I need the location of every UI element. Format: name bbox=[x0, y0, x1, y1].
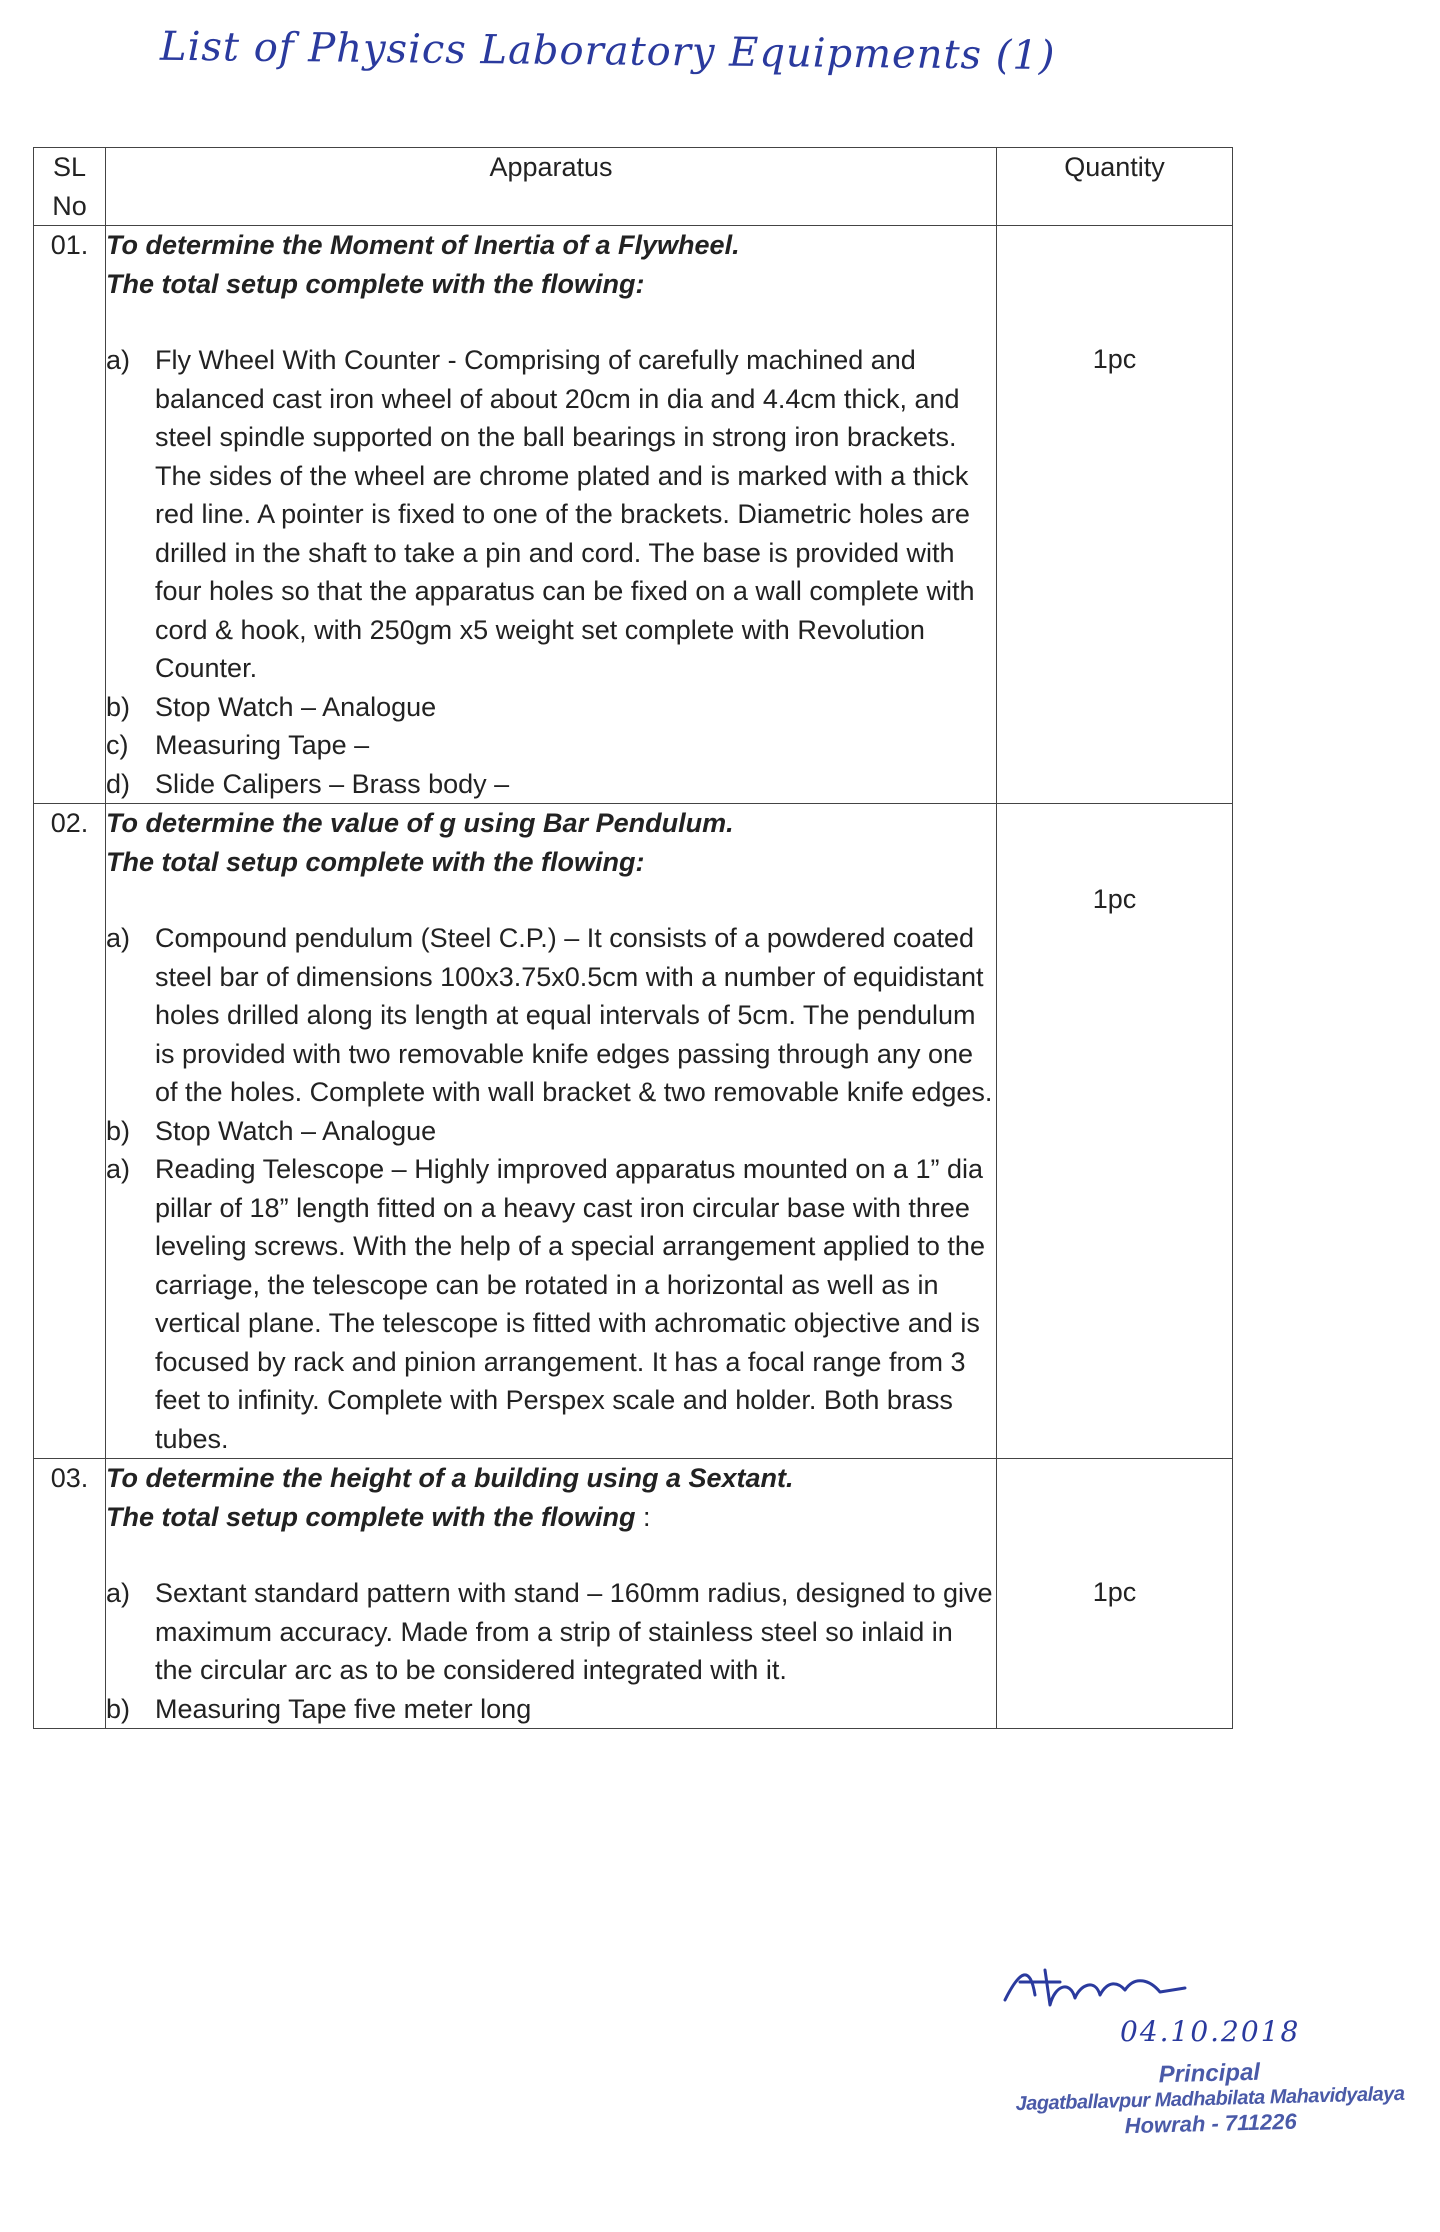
row-sl-number: 02. bbox=[34, 804, 106, 1459]
list-item-text: Slide Calipers – Brass body – bbox=[155, 768, 510, 799]
header-apparatus: Apparatus bbox=[106, 148, 997, 226]
quantity-cell bbox=[997, 1459, 1233, 1729]
quantity-cell bbox=[997, 226, 1233, 804]
list-marker: a) bbox=[106, 1154, 131, 1184]
list-item-text: Reading Telescope – Highly improved apparatus mounted on a 1” dia pillar of 18” length fitted on a heavy cast iron circular base with three leveling screws. With the help of a special arrangement applied to the carriage, the telescope can be rotated in a horizontal as well as in vertical plane. The telescope is fitted with achromatic objective and is focused by rack and pinion arrangement. It has a focal range from 3 feet to infinity. Complete with Perspex scale and holder. Both brass tubes. bbox=[155, 1154, 985, 1454]
list-item bbox=[106, 341, 996, 688]
quantity-value: 1pc bbox=[1092, 884, 1137, 914]
apparatus-cell bbox=[106, 1459, 997, 1729]
apparatus-list bbox=[106, 1574, 996, 1728]
table-row bbox=[34, 804, 1233, 1459]
list-marker: a) bbox=[106, 1578, 131, 1608]
header-quantity: Quantity bbox=[997, 148, 1233, 226]
list-item-text: Stop Watch – Analogue bbox=[155, 1115, 437, 1146]
header-sl-no: SL No bbox=[34, 148, 106, 226]
quantity-value: 1pc bbox=[1092, 344, 1137, 374]
apparatus-list bbox=[106, 919, 996, 1458]
setup-heading-colon: : bbox=[635, 1501, 651, 1532]
principal-stamp bbox=[999, 2055, 1421, 2143]
list-marker: a) bbox=[106, 345, 131, 375]
stamp-institution: Jagatballavpur Madhabilata Mahavidyalaya bbox=[1015, 2082, 1405, 2116]
list-item-text: Measuring Tape five meter long bbox=[155, 1693, 532, 1724]
list-item bbox=[106, 765, 996, 804]
table-header-row bbox=[34, 148, 1233, 226]
list-item-text: Sextant standard pattern with stand – 160mm radius, designed to give maximum accuracy. Made from a strip of stainless steel so inlaid in the circular arc as to be considered integrated with it. bbox=[155, 1578, 993, 1685]
list-item bbox=[106, 1150, 996, 1458]
quantity-value: 1pc bbox=[1092, 1577, 1137, 1607]
list-marker: b) bbox=[106, 691, 131, 722]
apparatus-cell bbox=[106, 804, 997, 1459]
stamp-title: Principal bbox=[1158, 2058, 1261, 2089]
list-marker: a) bbox=[106, 923, 131, 953]
setup-heading: The total setup complete with the flowing: bbox=[106, 268, 645, 299]
apparatus-list bbox=[106, 341, 996, 803]
row-sl-number: 01. bbox=[34, 226, 106, 804]
table-row bbox=[34, 226, 1233, 804]
signature-block bbox=[1000, 1960, 1420, 2220]
list-marker: b) bbox=[106, 1693, 131, 1724]
setup-heading: The total setup complete with the flowing bbox=[106, 1501, 636, 1532]
signature-date: 04.10.2018 bbox=[1120, 2015, 1301, 2048]
row-sl-number: 03. bbox=[34, 1459, 106, 1729]
list-marker: d) bbox=[106, 768, 131, 799]
quantity-cell bbox=[997, 804, 1233, 1459]
list-item bbox=[106, 1574, 996, 1690]
list-item bbox=[106, 1112, 996, 1151]
list-item bbox=[106, 688, 996, 727]
list-item-text: Stop Watch – Analogue bbox=[155, 691, 437, 722]
list-marker: c) bbox=[106, 730, 129, 760]
experiment-heading: To determine the Moment of Inertia of a Flywheel. bbox=[106, 230, 740, 260]
handwritten-title: List of Physics Laboratory Equipments (1) bbox=[159, 23, 1056, 80]
experiment-heading: To determine the height of a building using a Sextant. bbox=[106, 1463, 794, 1493]
list-marker: b) bbox=[106, 1115, 131, 1146]
equipment-table bbox=[33, 147, 1233, 1729]
stamp-address: Howrah - 711226 bbox=[1124, 2108, 1297, 2139]
list-item-text: Measuring Tape – bbox=[155, 730, 370, 760]
list-item-text: Compound pendulum (Steel C.P.) – It consists of a powdered coated steel bar of dimensions 100x3.75x0.5cm with a number of equidistant holes drilled along its length at equal intervals of 5cm. The pendulum is provided with two removable knife edges passing through any one of the holes. Complete with wall bracket & two removable knife edges. bbox=[155, 923, 993, 1107]
list-item bbox=[106, 919, 996, 1112]
list-item-text: Fly Wheel With Counter - Comprising of carefully machined and balanced cast iron wheel of about 20cm in dia and 4.4cm thick, and steel spindle supported on the ball bearings in strong iron brackets. The sides of the wheel are chrome plated and is marked with a thick red line. A pointer is fixed to one of the brackets. Diametric holes are drilled in the shaft to take a pin and cord. The base is provided with four holes so that the apparatus can be fixed on a wall complete with cord & hook, with 250gm x5 weight set complete with Revolution Counter. bbox=[155, 345, 975, 683]
signature-scribble bbox=[1000, 1960, 1260, 2020]
table-row bbox=[34, 1459, 1233, 1729]
list-item bbox=[106, 1690, 996, 1729]
setup-heading: The total setup complete with the flowing: bbox=[106, 846, 645, 877]
apparatus-cell bbox=[106, 226, 997, 804]
list-item bbox=[106, 726, 996, 765]
experiment-heading: To determine the value of g using Bar Pendulum. bbox=[106, 808, 734, 838]
